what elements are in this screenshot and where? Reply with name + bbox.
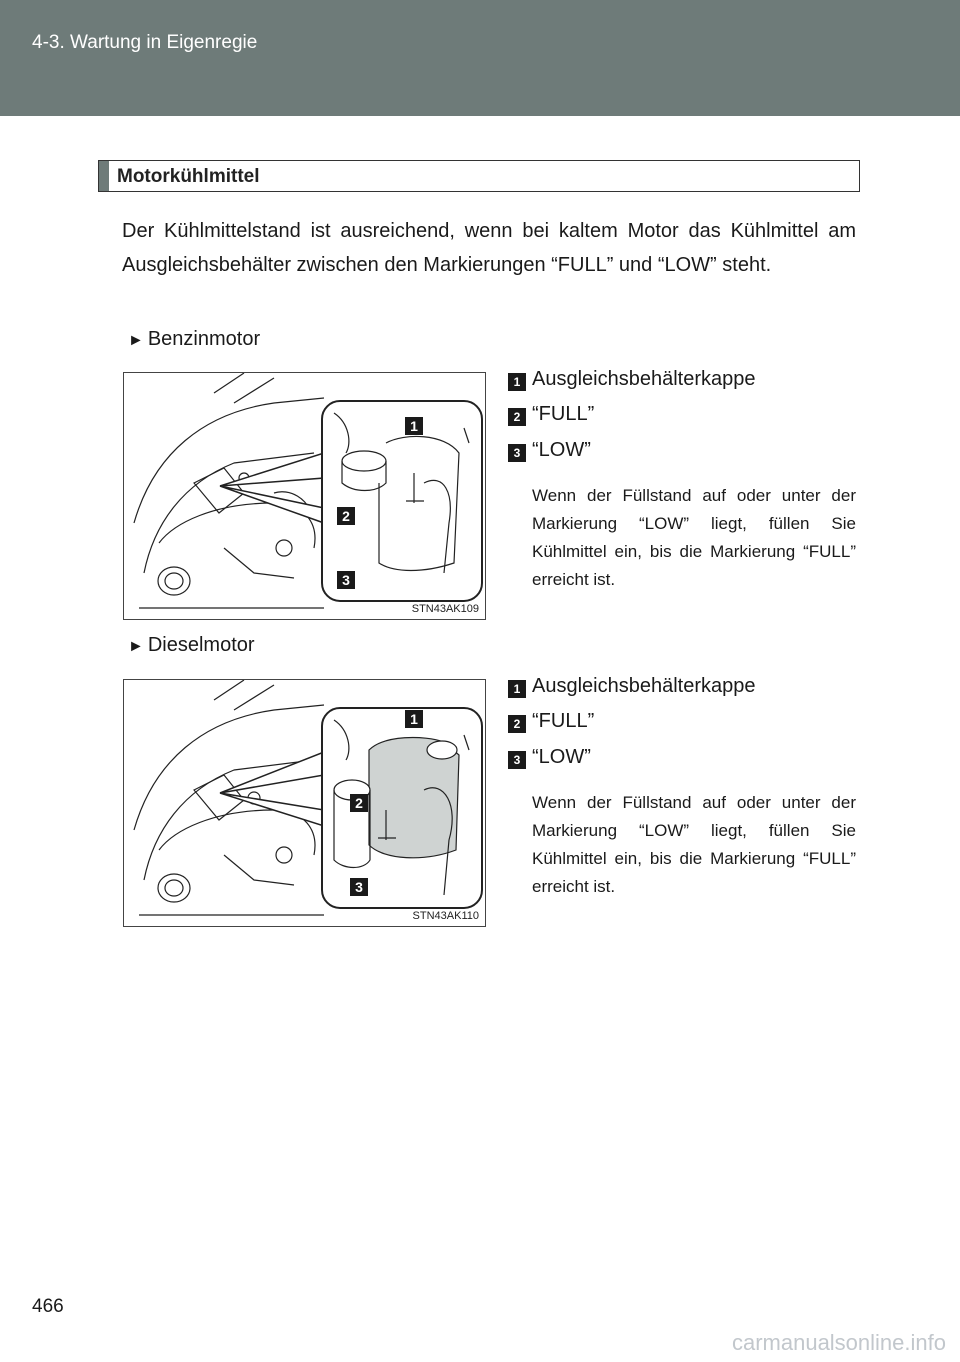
engine-heading-label: Benzinmotor — [147, 328, 261, 350]
legend-number: 2 — [508, 408, 526, 426]
legend-label: “FULL” — [532, 710, 595, 732]
figure-code: STN43AK110 — [412, 910, 479, 922]
engine-bay-illustration — [124, 680, 486, 927]
legend-note: Wenn der Füllstand auf oder unter der Markierung “LOW” liegt, füllen Sie Kühlmittel ein, bis die Markierung “FULL” erreicht ist. — [532, 486, 856, 589]
legend-label: “LOW” — [532, 746, 591, 768]
figure-code: STN43AK109 — [411, 603, 479, 615]
page-number: 466 — [32, 1296, 64, 1317]
legend-label: “FULL” — [532, 403, 595, 425]
legend-number: 1 — [508, 373, 526, 391]
watermark: carmanualsonline.info — [731, 1330, 946, 1355]
figure-callout-2: 2 — [350, 794, 368, 812]
section-heading-box — [98, 160, 860, 192]
figure-callout-1: 1 — [405, 710, 423, 728]
intro-paragraph: Der Kühlmittelstand ist ausreichend, wenn bei kaltem Motor das Kühlmittel am Ausgleichsbehälter zwischen den Markierungen “FULL” und “LOW” steht. — [122, 220, 856, 276]
engine-figure-petrol — [123, 372, 486, 620]
figure-callout-3: 3 — [337, 571, 355, 589]
legend-number: 3 — [508, 751, 526, 769]
engine-heading-petrol — [128, 328, 260, 351]
legend-number: 3 — [508, 444, 526, 462]
legend-label: Ausgleichsbehälterkappe — [532, 368, 756, 390]
engine-bay-illustration — [124, 373, 486, 620]
right-triangle-arrow-icon: ► — [128, 332, 144, 349]
right-triangle-arrow-icon: ► — [128, 638, 144, 655]
section-heading-accent — [99, 161, 109, 191]
figure-callout-3: 3 — [350, 878, 368, 896]
page-header — [0, 0, 960, 116]
figure-callout-1: 1 — [405, 417, 423, 435]
legend-number: 2 — [508, 715, 526, 733]
legend-label: “LOW” — [532, 439, 591, 461]
legend-label: Ausgleichsbehälterkappe — [532, 675, 756, 697]
figure-callout-2: 2 — [337, 507, 355, 525]
engine-figure-diesel — [123, 679, 486, 927]
legend-number: 1 — [508, 680, 526, 698]
engine-heading-diesel — [128, 634, 255, 657]
engine-heading-label: Dieselmotor — [147, 634, 255, 656]
chapter-title: 4-3. Wartung in Eigenregie — [32, 32, 258, 53]
legend-note: Wenn der Füllstand auf oder unter der Markierung “LOW” liegt, füllen Sie Kühlmittel ein, bis die Markierung “FULL” erreicht ist. — [532, 793, 856, 896]
section-title: Motorkühlmittel — [117, 166, 260, 187]
